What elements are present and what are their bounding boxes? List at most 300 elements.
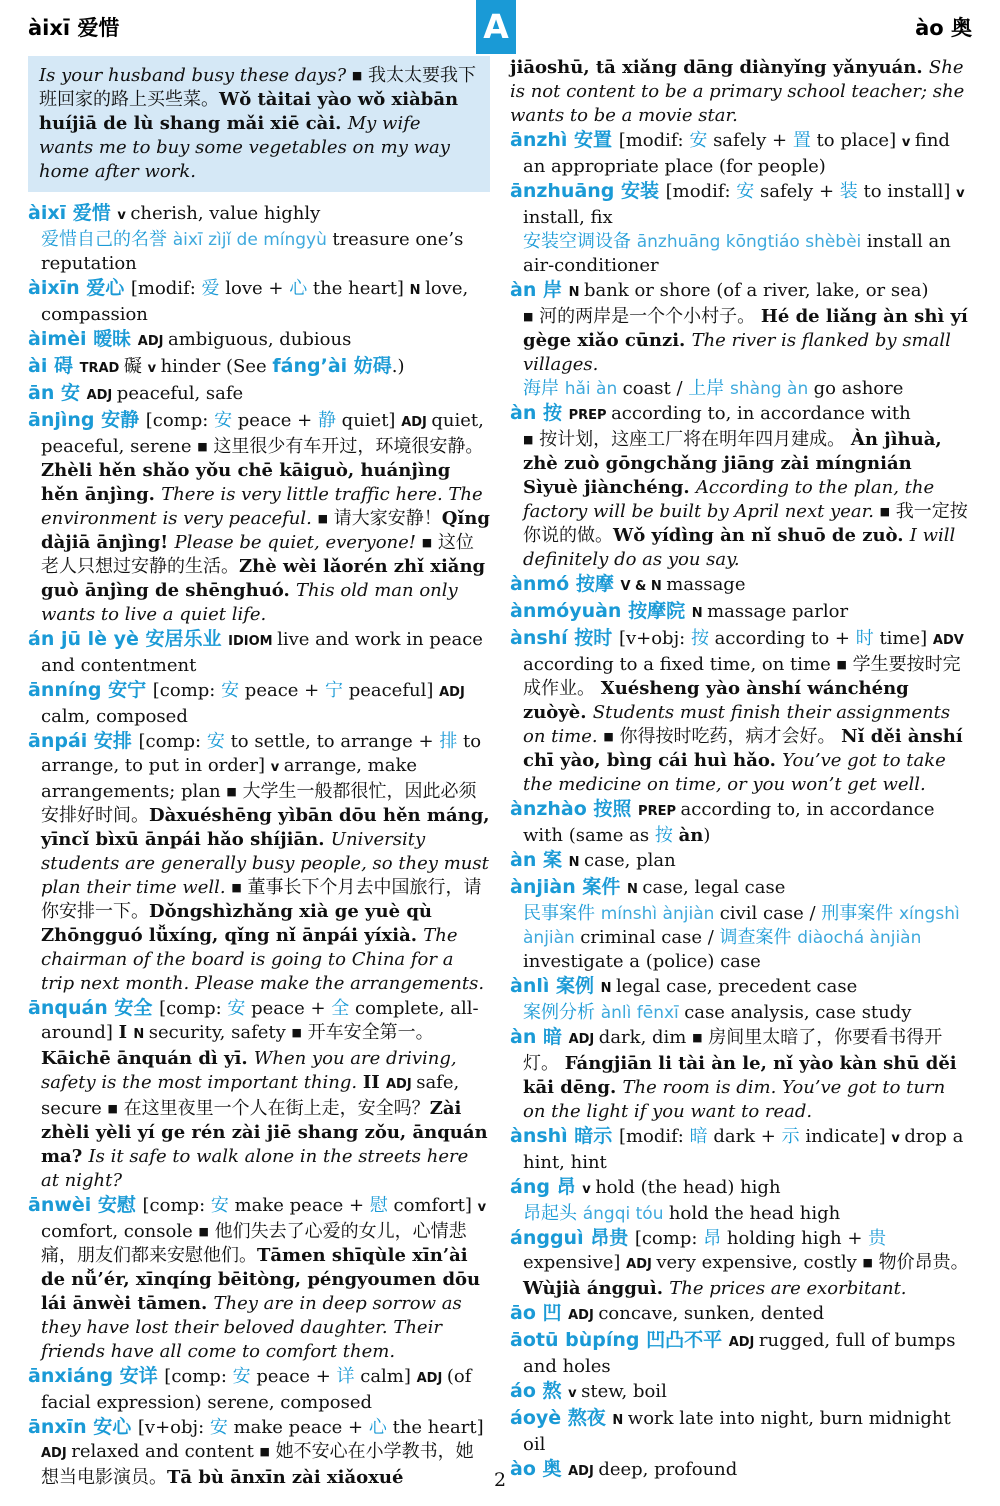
dictionary-entry [510,1301,972,1328]
entry-segment-hw: āotū bùpíng 凹凸不平 [510,1329,729,1351]
entry-segment-pl: concave, sunken, dented [598,1303,825,1324]
entry-segment-pl: expensive] [523,1252,627,1273]
dictionary-entry [28,354,490,381]
entry-segment-zh: 这位老人只想过安静的生活。 [41,532,474,577]
dictionary-entry [510,797,972,848]
entry-segment-pl: comfort] [387,1195,478,1216]
entry-segment-hw: ān 安 [28,382,87,404]
entry-segment-pl: [modif: [665,181,737,202]
entry-segment-hw: ānquán 安全 [28,997,160,1019]
dictionary-entry [510,1406,972,1457]
entry-segment-pl: indicate] [799,1126,892,1147]
entry-segment-py: Dǒngshìzhǎng xià ge yuè qù Zhōngguó lǚxíng, qǐng nǐ ānpái yíxià. [41,901,432,946]
entry-segment-zhb: 安 [689,130,708,151]
entry-segment-zhb: 爱惜自己的名誉 [41,229,173,250]
entry-segment-pl: [comp: [634,1228,704,1249]
entry-segment-pl: peaceful] [342,680,440,701]
entry-segment-hw: āo 凹 [510,1302,569,1324]
entry-segment-pyb: ángqi tóu [582,1204,669,1224]
entry-segment-zhb: 昂起头 [523,1203,583,1224]
entry-segment-pl: complete, all-around] [41,998,479,1043]
entry-segment-bul: ■ [879,505,891,518]
dictionary-entry [510,974,972,1025]
entry-segment-pos: N [612,1413,628,1428]
entry-segment-pos: ADJ [401,415,432,430]
entry-segment-zhb: 装 [839,181,858,202]
dictionary-entry [28,678,490,729]
entry-segment-zh: 这里很少有车开过，环境很安静。 [207,436,484,457]
entry-segment-pos: N [133,1027,149,1042]
entry-segment-pl: coast / [622,378,689,399]
entry-segment-zhb: 按 [690,628,709,649]
entry-segment-py: Àn jìhuà, zhè zuò gōngchǎng jiāng zài míngnián Sìyuè jiànchéng. [523,429,942,498]
dictionary-entry [28,996,490,1193]
entry-segment-bul: ■ [692,1031,703,1044]
entry-segment-pl: peace + [239,680,325,701]
entry-segment-pos: ADV [932,633,964,648]
entry-segment-pl: civil case / [719,903,822,924]
entry-segment-pl: according to a fixed time, on time [523,654,837,675]
entry-segment-pyb: hǎi àn [564,379,623,399]
entry-segment-pl: [comp: [145,410,215,431]
entry-segment-py: jiāoshū, tā xiǎng dāng diànyǐng yǎnyuán. [510,57,929,78]
entry-segment-py: Wǒ yídìng àn nǐ shuō de zuò. [613,525,910,546]
entry-segment-pl: ) [703,825,711,846]
entry-segment-pl: to install] [857,181,957,202]
entry-segment-hw: ānjìng 安静 [28,409,146,431]
entry-segment-pl: .) [391,356,405,377]
entry-segment-zhb: 排 [439,731,458,752]
entry-segment-bul: ■ [603,730,614,743]
dictionary-entry [28,327,490,354]
entry-segment-zhb: 安 [221,680,240,701]
entry-segment-pl: safe, secure [41,1072,460,1119]
entry-segment-pl: time] [873,628,933,649]
entry-segment-pl: arrange, make arrangements; plan [41,755,418,802]
entry-segment-zhb: 安装空调设备 [523,231,637,252]
entry-segment-py: Wùjià ángguì. [523,1278,670,1299]
entry-segment-pl: peace + [250,1366,337,1387]
dictionary-entry [510,848,972,875]
entry-segment-pyb: ànlì fēnxī [600,1003,685,1023]
entry-segment-pl: peaceful, safe [116,383,244,404]
entry-segment-zhb: 示 [781,1126,800,1147]
entry-segment-pl: peace + [232,410,318,431]
entry-segment-pl: massage [666,574,746,595]
dictionary-entry [28,729,490,996]
entry-segment-pl: hold the head high [668,1203,841,1224]
entry-segment-pos: ADJ [439,685,465,700]
entry-segment-pos: N [691,606,708,621]
entry-segment-pos: N [568,285,584,300]
guide-word-right: ào 奥 [915,16,972,40]
left-column [28,56,490,1490]
entry-segment-hw: ānxīn 安心 [28,1416,138,1438]
entry-segment-pos: v [477,1200,487,1215]
dictionary-entry [510,278,972,401]
entry-segment-zh: 学生要按时完成作业。 [523,654,961,699]
entry-segment-pl: to settle, to arrange + [224,731,440,752]
entry-segment-zhb: 详 [336,1366,355,1387]
entry-segment-zhb: 安 [209,1417,228,1438]
entry-segment-pl: massage parlor [707,601,849,622]
entry-segment-pos: ADJ [416,1371,447,1386]
entry-segment-it: When you are driving, safety is the most important thing. [41,1048,457,1093]
entry-segment-pos: ADJ [385,1077,417,1092]
entry-segment-zhb: 爱 [201,278,220,299]
entry-segment-pl: criminal case / [580,927,720,948]
entry-segment-py: Fángjiān li tài àn le, nǐ yào kàn shū děi kāi dēng. [523,1053,957,1098]
entry-segment-py: Xuésheng yào ànshí wánchéng zuòyè. [523,678,909,723]
entry-segment-py: Tāmen shīqùle xīn’ài de nǚ’ér, xīnqíng bēitòng, péngyoumen dōu lái ānwèi tāmen. [41,1245,481,1314]
dictionary-entry [39,64,479,184]
entry-segment-zh: 房间里太暗了，你要看书得开灯。 [523,1027,943,1074]
entry-segment-rom: II [362,1072,386,1093]
entry-segment-it: This old man only wants to live a quiet life. [41,580,458,625]
dictionary-entry [510,1328,972,1379]
entry-segment-it: The prices are exorbitant. [669,1278,907,1299]
entry-segment-pos: TRAD [79,361,124,376]
entry-segment-zhb: 民事案件 [523,903,601,924]
dictionary-entry [510,128,972,179]
entry-segment-pl: dark, dim [598,1027,693,1048]
entry-segment-pl: [comp: [152,680,222,701]
entry-segment-pyb: shàng àn [730,379,814,399]
entry-segment-rom: I [118,1022,134,1043]
entry-segment-zh: 在这里夜里一个人在街上走，安全吗？ [117,1098,430,1119]
entry-segment-hw: ānzhuāng 安装 [510,180,666,202]
entry-segment-pl: make peace + [228,1195,370,1216]
entry-segment-py: Wǒ tàitai yào wǒ xiàbān huíjiā de lù shang mǎi xiē cài. [39,89,459,134]
entry-segment-zhb: 调查案件 [719,927,798,948]
entry-segment-zhb: 时 [855,628,874,649]
entry-segment-pl: peace + [245,998,332,1019]
entry-segment-py: Nǐ děi ànshí chī yào, bìng cái huì hǎo. [523,726,963,771]
entry-segment-pl: go ashore [813,378,904,399]
entry-segment-hw: ānzhì 安置 [510,129,619,151]
entry-segment-pos: v [891,1131,905,1146]
entry-segment-hw: áo 熬 [510,1380,569,1402]
entry-segment-pl: comfort, console [41,1221,199,1242]
entry-segment-zhb: 置 [792,130,811,151]
entry-segment-pl: case, plan [583,850,676,871]
entry-segment-it: They are in deep sorrow as they have lost their beloved daughter. Their friends have all come to comfort them. [41,1293,462,1362]
entry-segment-hw: ài 碍 [28,355,80,377]
entry-segment-it: There is very little traffic here. The environment is very peaceful. [41,484,483,529]
entry-segment-bul: ■ [259,1445,270,1458]
entry-segment-hw: ángguì 昂贵 [510,1227,635,1249]
dictionary-entry [510,1025,972,1124]
entry-segment-it: The river is flanked by small villages. [523,330,951,375]
dictionary-entry [510,626,972,797]
entry-segment-bul: ■ [523,433,534,446]
entry-segment-it: The chairman of the board is going to China for a trip next month. Please make the arrangements. [41,925,485,994]
entry-segment-pl: quiet, peaceful, serene [41,410,484,457]
entry-segment-pl: the heart] [307,278,410,299]
entry-segment-pl: [comp: [142,1195,211,1216]
entry-segment-zh: 我太太要我下班回家的路上买些菜。 [39,65,477,110]
dictionary-entry [510,599,972,626]
entry-segment-pl: legal case, precedent case [616,976,858,997]
dictionary-entry [28,1364,490,1415]
entry-segment-py: Zài zhèli yèli yí ge rén zài jiē shang zǒu, ānquán ma? [41,1098,488,1167]
entry-segment-bul: ■ [421,536,433,549]
entry-segment-hw: àn 案 [510,849,569,871]
entry-segment-pos: N [626,882,643,897]
entry-segment-pl: case analysis, case study [684,1002,912,1023]
dictionary-entry [510,875,972,974]
entry-segment-pyb: diàochá ànjiàn [797,928,922,948]
dictionary-entry [510,1379,972,1406]
entry-segment-pos: PREP [568,408,612,423]
entry-segment-bul: ■ [198,1225,209,1238]
entry-segment-bul: ■ [197,440,208,453]
entry-segment-zhb: 上岸 [688,378,731,399]
entry-segment-it: Is your husband busy these days? [39,65,352,86]
entry-segment-hw: ànshì 暗示 [510,1125,619,1147]
entry-segment-zhb: 慰 [369,1195,388,1216]
entry-segment-pl: hold (the head) high [595,1177,781,1198]
entry-segment-pl: case, legal case [642,877,786,898]
entry-segment-pl: [comp: [164,1366,233,1387]
dictionary-entry [510,1124,972,1175]
entry-segment-zhb: 静 [317,410,336,431]
entry-segment-pos: v [568,1386,582,1401]
entry-segment-pl: [v+obj: [137,1417,210,1438]
entry-segment-hw: àixī 爱惜 [28,202,118,224]
entry-segment-zh: 你得按时吃药，病才会好。 [613,726,842,747]
entry-segment-pos: N [409,283,426,298]
entry-segment-it: The room is dim. You’ve got to turn on the light if you want to read. [523,1077,946,1122]
entry-segment-it: She is not content to be a primary school teacher; she wants to be a movie star. [510,57,965,126]
entry-segment-pl: ambiguous, dubious [167,329,352,350]
entry-segment-zhb: 安 [210,1195,229,1216]
entry-segment-bul: ■ [226,785,237,798]
entry-segment-pl: relaxed and content [71,1441,260,1462]
entry-segment-pos: V & N [620,579,667,594]
entry-segment-pos: IDIOM [228,634,278,649]
entry-segment-pl: holding high + [721,1228,869,1249]
right-column [510,56,972,1490]
entry-segment-bul: ■ [862,1256,873,1269]
entry-segment-hw: ànlì 案例 [510,975,601,997]
entry-segment-py: Kāichē ānquán dì yī. [41,1048,254,1069]
section-letter-badge: A [476,0,516,54]
entry-segment-hw: ànzhào 按照 [510,798,639,820]
entry-segment-pl: hinder (See [160,356,273,377]
entry-segment-zh: 董事长下个月去中国旅行，请你安排一下。 [41,877,482,922]
entry-segment-zhb: 安 [206,731,225,752]
entry-segment-pl: stew, boil [581,1381,667,1402]
entry-segment-pos: ADJ [568,1032,599,1047]
entry-segment-pl: [modif: [130,278,202,299]
entry-segment-py: Zhèli hěn shǎo yǒu chē kāiguò, huánjìng hěn ānjìng. [41,460,451,505]
entry-segment-pos: ADJ [626,1257,657,1272]
entry-segment-pos: v [270,760,284,775]
entry-segment-zhb: 案例分析 [523,1002,601,1023]
entry-segment-hw: àixīn 爱心 [28,277,131,299]
entry-segment-pos: N [600,981,617,996]
entry-segment-pos: ADJ [41,1446,72,1461]
entry-segment-pos: ADJ [568,1464,599,1479]
entry-segment-pl: [modif: [618,130,690,151]
entry-segment-pos: v [901,135,915,150]
entry-segment-pl: bank or shore (of a river, lake, or sea) [583,280,929,301]
entry-segment-pl: drop a hint, hint [523,1126,964,1173]
entry-segment-pl: treasure one’s reputation [41,229,464,274]
entry-segment-it: University students are generally busy people, so they must plan their time well. [41,829,489,898]
entry-segment-pl: safely + [707,130,793,151]
entry-segment-hw: ānpái 安排 [28,730,139,752]
entry-segment-pl: cherish, value highly [130,203,321,224]
entry-segment-zhb: 贵 [868,1228,887,1249]
entry-segment-hw: àn 按 [510,402,569,424]
entry-segment-zhb: 安 [214,410,233,431]
entry-segment-pl: calm, composed [41,706,188,727]
entry-segment-zhb: 按 [654,825,679,846]
dictionary-entry [510,572,972,599]
entry-segment-pos: N [568,855,584,870]
entry-segment-pl: 礙 [123,356,148,377]
entry-segment-zh: 她不安心在小学教书，她想当电影演员。 [41,1441,474,1488]
entry-segment-pl: [comp: [159,998,228,1019]
entry-segment-hw: ào 奥 [510,1458,569,1480]
entry-segment-hw: àn 暗 [510,1026,569,1048]
page-number: 2 [493,1469,507,1491]
entry-segment-hw: áng 昂 [510,1176,583,1198]
entry-segment-hw: àn 岸 [510,279,569,301]
entry-segment-bul: ■ [291,1026,302,1039]
entry-segment-zhb: 全 [331,998,350,1019]
entry-segment-zh: 河的两岸是一个个小村子。 [533,306,761,327]
entry-segment-hw: ānníng 安宁 [28,679,153,701]
entry-segment-zh: 请大家安静！ [328,508,442,529]
entry-segment-zhb: 心 [289,278,308,299]
entry-segment-zh: 大学生一般都很忙，因此必须安排好时间。 [41,781,477,826]
entry-segment-pl: find an appropriate place (for people) [523,130,950,177]
entry-segment-it: According to the plan, the factory will be built by April next year. [523,477,935,522]
entry-segment-pl: love + [219,278,290,299]
entry-segment-pyb: ānzhuāng kōngtiáo shèbèi [636,232,867,252]
entry-segment-pl: work late into night, burn midnight oil [523,1408,951,1455]
entry-segment-zhb: 昂 [703,1228,722,1249]
dictionary-entry [28,276,490,327]
entry-segment-zh: 开车安全第一。 [301,1022,434,1043]
entry-segment-py: Dàxuéshēng yìbān dōu hěn máng, yīncǐ bìxū ānpái hǎo shíjiān. [41,805,490,850]
dictionary-entry [28,627,490,678]
entry-segment-zhb: 心 [368,1417,387,1438]
entry-segment-pl: investigate a (police) case [523,951,761,972]
entry-segment-pl: dark + [707,1126,782,1147]
left-column-entries [28,201,490,1490]
entry-segment-pos: ADJ [137,334,168,349]
entry-segment-hw: ānxiáng 安详 [28,1365,165,1387]
entry-segment-zh: 我一定按你说的做。 [523,501,968,546]
entry-segment-hw: áoyè 熬夜 [510,1407,613,1429]
entry-segment-zhb: 安 [736,181,755,202]
entry-segment-pl: [comp: [138,731,207,752]
entry-segment-zhb: 宁 [324,680,343,701]
entry-segment-py: Tā bù ānxīn zài xiǎoxué [167,1467,404,1488]
entry-segment-hw: ānwèi 安慰 [28,1194,143,1216]
entry-segment-bul: ■ [231,881,242,894]
entry-segment-it: Please be quiet, everyone! [174,532,422,553]
dictionary-entry [510,56,972,128]
entry-segment-zh: 按计划，这座工厂将在明年四月建成。 [533,429,851,450]
entry-segment-bul: ■ [836,658,847,671]
entry-segment-bul: ■ [351,69,363,82]
dictionary-entry [510,401,972,572]
entry-segment-py: Hé de liǎng àn shì yí gège xiǎo cūnzi. [523,306,968,351]
entry-segment-pl: according to, in accordance with [611,403,911,424]
entry-segment-pyb: mínshì ànjiàn [600,904,720,924]
entry-segment-it: I will definitely do as you say. [523,525,956,570]
entry-segment-pos: ADJ [568,1308,599,1323]
entry-segment-zh: 他们失去了心爱的女儿，心情悲痛，朋友们都来安慰他们。 [41,1221,467,1266]
entry-segment-pl: quiet] [335,410,402,431]
entry-segment-hw: ànmó 按摩 [510,573,621,595]
entry-segment-hw: ànmóyuàn 按摩院 [510,600,692,622]
entry-segment-hw: ànshí 按时 [510,627,619,649]
entry-segment-pl: according to + [708,628,856,649]
entry-segment-zhb: 安 [227,998,246,1019]
dictionary-entry [28,1193,490,1364]
entry-segment-py: Zhè wèi lǎorén zhǐ xiǎng guò ānjìng de shēnghuó. [41,556,486,601]
entry-segment-hw: án jū lè yè 安居乐业 [28,628,229,650]
entry-segment-bul: ■ [523,310,534,323]
entry-segment-pl: rugged, full of bumps and holes [523,1330,956,1377]
entry-segment-pl: security, safety [148,1022,292,1043]
entry-segment-bul: ■ [107,1102,118,1115]
guide-word-left: àixī 爱惜 [28,16,120,40]
entry-segment-zh: 物价昂贵。 [872,1252,969,1273]
dictionary-entry [510,1226,972,1301]
entry-segment-pos: PREP [638,804,681,819]
dictionary-entry [28,381,490,408]
entry-segment-pos: v [147,361,161,376]
entry-segment-hw: ànjiàn 案件 [510,876,627,898]
entry-segment-pl: [modif: [618,1126,690,1147]
entry-segment-pl: to arrange, to put in order] [41,731,482,776]
entry-segment-hw: àimèi 暧昧 [28,328,138,350]
entry-segment-pos: ADJ [728,1335,759,1350]
entry-segment-pl: to place] [810,130,902,151]
entry-segment-pl: safely + [754,181,840,202]
entry-segment-it: Is it safe to walk alone in the streets here at night? [41,1146,469,1191]
entry-segment-it: You’ve got to take the medicine on time, or you won’t get well. [523,750,946,795]
entry-segment-it: My wife wants me to buy some vegetables on my way home after work. [39,113,450,182]
entry-segment-hw: fáng’ài 妨碍 [272,355,392,377]
entry-segment-bul: ■ [317,512,329,525]
entry-segment-pl: (of facial expression) serene, composed [41,1366,472,1413]
entry-segment-py: àn [678,825,704,846]
entry-segment-pl: according to, in accordance with (same as [523,799,935,846]
entry-segment-zhb: 刑事案件 [821,903,899,924]
entry-segment-zhb: 暗 [689,1126,708,1147]
entry-segment-pl: very expensive, costly [656,1252,863,1273]
entry-segment-pl: calm] [354,1366,417,1387]
entry-segment-pyb: xíngshì ànjiàn [523,904,960,948]
dictionary-entry [28,408,490,627]
entry-segment-pl: the heart] [386,1417,484,1438]
carryover-example-box [28,56,490,192]
entry-segment-py: Qǐng dàjiā ānjìng! [41,508,490,553]
entry-segment-zhb: 安 [232,1366,251,1387]
entry-segment-pyb: àixī zìjǐ de míngyù [172,230,333,250]
entry-segment-pos: v [956,186,965,201]
entry-segment-pl: make peace + [227,1417,369,1438]
entry-segment-pl: [v+obj: [618,628,691,649]
